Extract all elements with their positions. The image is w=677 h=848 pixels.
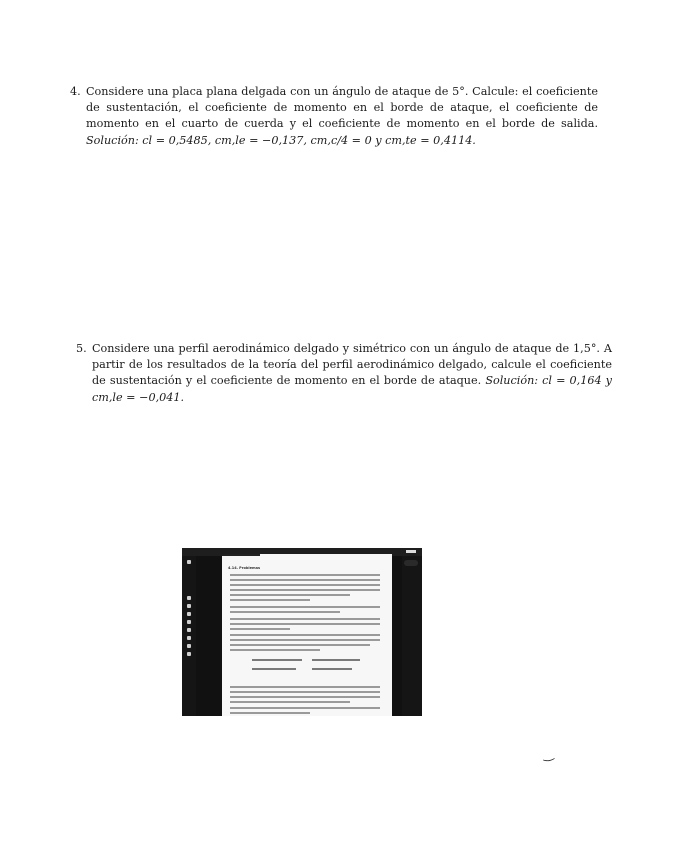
battery-icon	[406, 550, 416, 553]
page-text-line	[230, 628, 290, 630]
menu-icon	[187, 560, 191, 564]
problem-number: 5.	[76, 342, 87, 355]
screenshot-toolbar	[182, 556, 196, 716]
page-text-line	[230, 589, 380, 591]
page-text-line	[230, 707, 380, 709]
problem-4	[70, 84, 598, 149]
undo-icon	[187, 652, 191, 656]
page-text-line	[230, 696, 380, 698]
embedded-screenshot	[182, 548, 422, 716]
page-text-line	[230, 686, 380, 688]
page-text-line	[230, 712, 310, 714]
page-text-line	[230, 701, 350, 703]
stray-pen-mark: ‿	[542, 746, 555, 763]
problem-5	[76, 341, 612, 406]
page-text-line	[230, 611, 340, 613]
problem-text	[92, 341, 612, 406]
equation-line	[252, 659, 302, 661]
eraser-icon	[187, 612, 191, 616]
page-text-line	[230, 691, 380, 693]
problem-statement: Considere una placa plana delgada con un ángulo de ataque de 5°. Calcule: el coeficiente de sustentación, el coeficiente de momento en el borde de ataque, el coeficiente de momento en el cuarto de cuerda y el coeficiente de momento en el borde de salida.	[86, 85, 598, 131]
image-icon	[187, 644, 191, 648]
page-text-line	[230, 649, 320, 651]
equation-line	[252, 668, 296, 670]
problem-number: 4.	[70, 85, 81, 98]
page-text-line	[230, 634, 380, 636]
page-text-line	[230, 639, 380, 641]
page-text-line	[230, 574, 380, 576]
view-controls	[404, 560, 418, 566]
shape-icon	[187, 628, 191, 632]
page-text-line	[230, 644, 370, 646]
equation-block	[252, 656, 362, 682]
equation-line	[312, 668, 352, 670]
lasso-icon	[187, 620, 191, 624]
problem-solution: Solución: cl = 0,164 y cm,le = −0,041.	[92, 374, 612, 404]
screenshot-right-panel	[402, 556, 422, 716]
page-text-line	[230, 606, 380, 608]
reading-progress-bar	[222, 554, 260, 556]
page-text-line	[230, 584, 380, 586]
highlighter-icon	[187, 604, 191, 608]
problem-text	[86, 84, 598, 149]
pen-icon	[187, 596, 191, 600]
page-text-line	[230, 618, 380, 620]
section-title: 4.14. Problemas	[228, 566, 261, 570]
equation-line	[312, 659, 360, 661]
page-text-line	[230, 579, 380, 581]
page-text-line	[230, 623, 380, 625]
page-text-line	[230, 599, 310, 601]
problem-solution: Solución: cl = 0,5485, cm,le = −0,137, cm,c/4 = 0 y cm,te = 0,4114.	[86, 133, 476, 147]
text-icon	[187, 636, 191, 640]
screenshot-document-page	[222, 554, 392, 716]
page-text-line	[230, 594, 350, 596]
problem-statement: Considere una perfil aerodinámico delgado y simétrico con un ángulo de ataque de 1,5°. A partir de los resultados de la teoría del perfil aerodinámico delgado, calcule el coeficiente de sustentación y el coeficiente de momento en el borde de ataque.	[92, 342, 612, 388]
